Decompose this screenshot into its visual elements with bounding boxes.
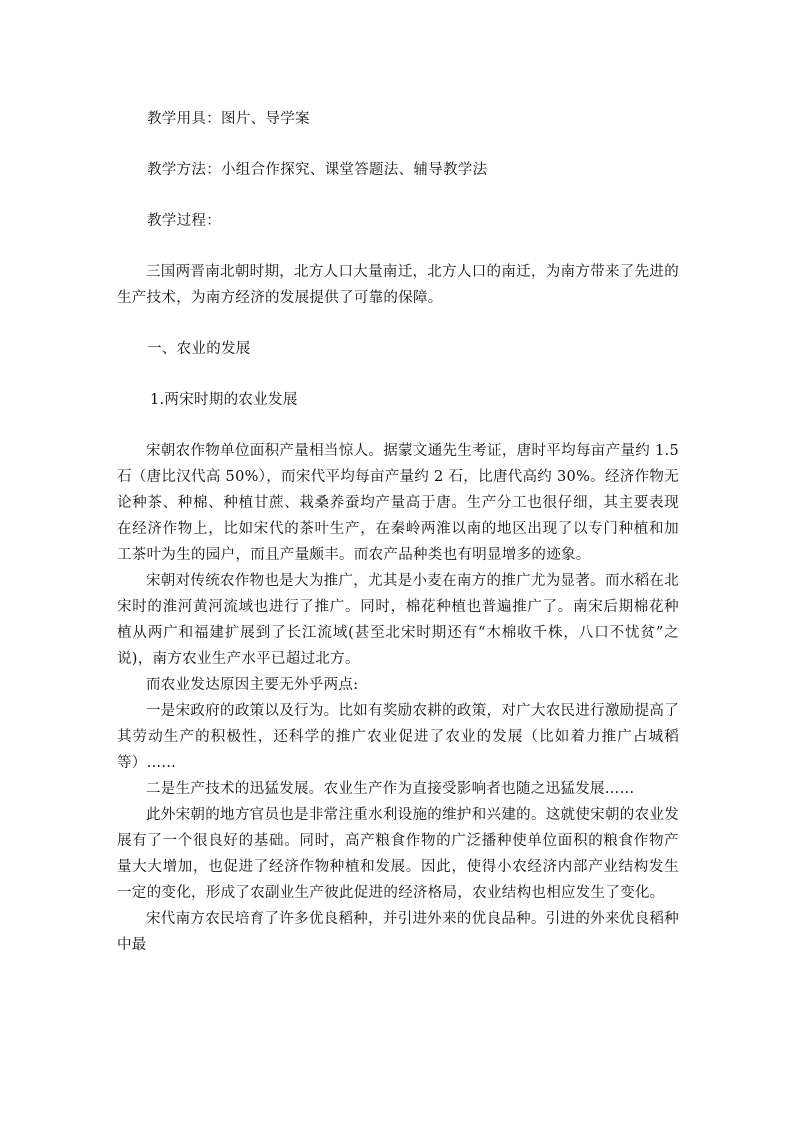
teaching-methods-line: 教学方法：小组合作探究、课堂答题法、辅导教学法: [147, 162, 488, 178]
paragraph-reason-technology: 二是生产技术的迅猛发展。农业生产作为直接受影响者也随之迅猛发展……: [146, 781, 635, 797]
paragraph-crop-spread: 宋朝对传统农作物也是大为推广，尤其是小麦在南方的推广尤为显著。而水稻在北宋时的淮河黄河流域也进行了推广。同时，棉花种植也普遍推广了。南宋后期棉花种植从两广和福建扩展到了长江流域(甚至北宋时期还有“木棉收千株，八口不忧贫”之说)，南方农业生产水平已超过北方。: [117, 573, 679, 667]
section-heading-agriculture: 一、农业的发展: [147, 341, 251, 357]
paragraph-yield: 宋朝农作物单位面积产量相当惊人。据蒙文通先生考证，唐时平均每亩产量约 1.5 石（唐比汉代高 50%），而宋代平均每亩产量约 2 石，比唐代高约 30%。经济作物无论种茶、种棉、种植甘蔗、栽桑养蚕均产量高于唐。生产分工也很仔细，其主要表现在经济作物上，比如宋代的茶叶生产，在秦岭两淮以南的地区出现了以专门种植和加工茶叶为生的园户，而且产量颇丰。而农产品种类也有明显增多的迹象。: [117, 443, 679, 563]
paragraph-irrigation: 此外宋朝的地方官员也是非常注重水利设施的维护和兴建的。这就使宋朝的农业发展有了一个很良好的基础。同时，高产粮食作物的广泛播种使单位面积的粮食作物产量大大增加，也促进了经济作物种植和发展。因此，使得小农经济内部产业结构发生一定的变化，形成了农副业生产彼此促进的经济格局，农业结构也相应发生了变化。: [117, 807, 679, 901]
document-body: [117, 106, 679, 958]
paragraph-rice-varieties: 宋代南方农民培育了许多优良稻种，并引进外来的优良品种。引进的外来优良稻种中最: [117, 911, 679, 953]
teaching-process-line: 教学过程：: [147, 213, 221, 229]
teaching-tools-line: 教学用具：图片、导学案: [147, 111, 310, 127]
paragraph-reasons-intro: 而农业发达原因主要无外乎两点:: [146, 677, 359, 693]
subsection-heading-song-agriculture: 1.两宋时期的农业发展: [150, 392, 298, 408]
paragraph-reason-policy: 一是宋政府的政策以及行为。比如有奖励农耕的政策，对广大农民进行激励提高了其劳动生产的积极性，还科学的推广农业促进了农业的发展（比如着力推广占城稻等）……: [117, 703, 679, 771]
intro-paragraph: 三国两晋南北朝时期，北方人口大量南迁，北方人口的南迁，为南方带来了先进的生产技术，为南方经济的发展提供了可靠的保障。: [117, 264, 679, 306]
